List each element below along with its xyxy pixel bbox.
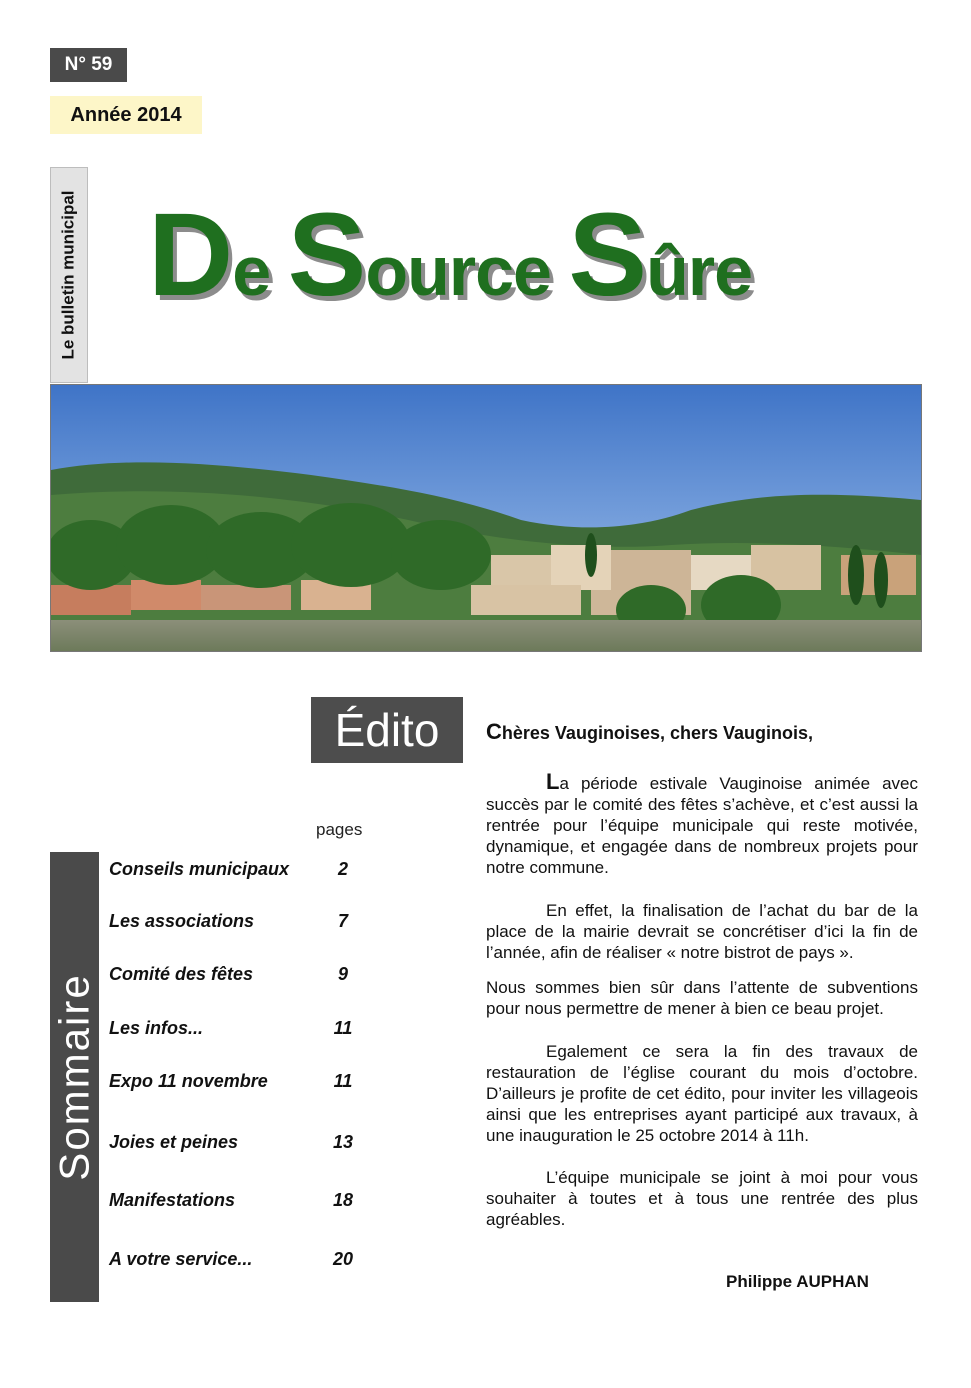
toc-item-page: 11 [333,1018,353,1038]
village-landscape-illustration [51,385,921,651]
edito-paragraph-4: Egalement ce sera la fin des travaux de restauration de l’église courant du mois d’octobre. D’ailleurs je profite de cet édito, pour inviter les villageois ainsi que les entreprises ayant participé aux travaux, à une inauguration le 25 octobre 2014 à 11h. [486,1042,918,1145]
bulletin-label-box [50,167,88,383]
village-photo [50,384,922,652]
edito-paragraph-3: Nous sommes bien sûr dans l’attente de subventions pour nous permettre de mener à bien ce beau projet. [486,978,918,1018]
title-rest-3: ûre [646,232,753,310]
toc-item-page: 9 [337,964,348,984]
toc-item-label: Conseils municipaux [109,859,290,879]
toc-item-page: 7 [337,911,348,931]
greeting-initial: C [486,719,502,744]
edito-signature: Philippe AUPHAN [726,1272,869,1291]
edito-paragraph-2: En effet, la finalisation de l’achat du bar de la place de la mairie devrait se concrétiser d’ici la fin de l’année, afin de réaliser « notre bistrot de pays ». [486,901,918,962]
title-rest-2: ource [365,232,551,310]
title-rest-1: e [232,232,271,310]
sommaire-label: Sommaire [50,973,98,1181]
toc-item-page: 20 [332,1249,354,1269]
edito-greeting [486,719,813,745]
toc-item-page: 11 [333,1071,353,1091]
paragraph-text: a période estivale Vauginoise animée avec succès par le comité des fêtes s’achève, et c’est aussi la rentrée pour l’équipe municipale qui reste motivée, dynamique, et engagée dans de nombreux projets pour notre commune. [486,774,918,877]
edito-paragraph-1 [486,771,918,878]
toc-item-label: Comité des fêtes [109,964,254,984]
bulletin-label: Le bulletin municipal [59,190,79,360]
toc-pages-header: pages [316,820,363,839]
edito-badge: Édito [311,697,463,763]
toc-item-label: Expo 11 novembre [109,1071,268,1091]
toc-item-page: 13 [332,1132,354,1152]
toc-item-label: Joies et peines [109,1132,239,1152]
toc-item-label: A votre service... [109,1249,253,1269]
toc-item-label: Les associations [109,911,255,931]
toc-item-label: Les infos... [109,1018,204,1038]
title-initial-s2: S [568,189,647,321]
title-initial-s1: S [287,189,366,321]
title-initial-d: D [148,189,233,321]
sommaire-bar [50,852,99,1302]
edito-paragraph-5: L’équipe municipale se joint à moi pour vous souhaiter à toutes et à tous une rentrée des plus agréables. [486,1168,918,1229]
toc-item-label: Manifestations [109,1190,236,1210]
toc-item-page: 2 [337,859,348,879]
greeting-text: hères Vauginoises, chers Vauginois, [501,723,814,743]
year-badge: Année 2014 [50,96,202,134]
toc-item-page: 18 [332,1190,354,1210]
masthead-title [148,180,908,330]
issue-number: N° 59 [50,48,127,82]
paragraph-dropcap: L [546,769,560,794]
